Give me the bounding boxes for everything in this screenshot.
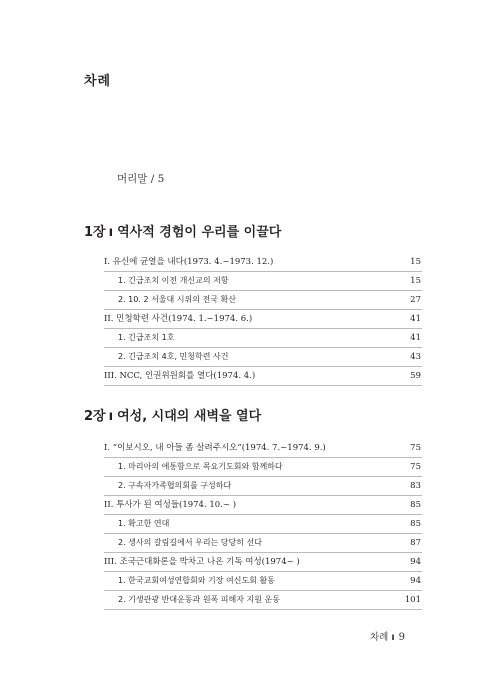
chapter-heading-1 [84, 221, 281, 240]
toc-entry[interactable] [104, 367, 422, 386]
toc-entry-page: 101 [404, 595, 421, 605]
chapter-separator: ı [108, 225, 114, 240]
toc-entry-label: III. 조국근대화론을 박차고 나온 기독 여성(1974~ ) [104, 557, 300, 567]
chapter-separator: ı [108, 409, 114, 424]
toc-entry-page: 41 [410, 314, 421, 324]
toc-entry-page: 75 [410, 462, 421, 472]
toc-entry-label: II. 민청학련 사건(1974. 1.~1974. 6.) [104, 314, 253, 324]
toc-entry[interactable] [104, 534, 422, 553]
footer-separator: ı [391, 632, 395, 643]
chapter-number: 2장 [84, 409, 106, 424]
toc-entry-label: 2. 기생관광 반대운동과 원폭 피해자 지원 운동 [118, 595, 280, 604]
toc-entry-label: 2. 구속자가족협의회를 구성하다 [118, 481, 232, 490]
toc-entry-label: 1. 마리아의 애통함으로 목요기도회와 함께하다 [118, 462, 283, 471]
toc-entry[interactable] [104, 496, 422, 515]
toc-entry[interactable] [104, 439, 422, 458]
toc-entry-page: 94 [410, 557, 421, 567]
toc-entry[interactable] [104, 458, 422, 477]
toc-entry-label: 1. 긴급조치 이전 개신교의 저항 [118, 276, 229, 285]
toc-entry-label: 1. 한국교회여성연합회와 기장 여신도회 활동 [118, 576, 275, 585]
toc-entry-page: 83 [410, 481, 421, 491]
chapter-heading-2 [84, 405, 261, 424]
toc-entry[interactable] [104, 272, 422, 291]
chapter-number: 1장 [84, 225, 106, 240]
toc-entry-label: 2. 10. 2 서울대 시위의 전국 확산 [118, 295, 236, 304]
toc-entry-page: 15 [410, 257, 421, 267]
toc-entry[interactable] [104, 477, 422, 496]
toc-entry-page: 41 [410, 333, 421, 343]
chapter-title: 여성, 시대의 새벽을 열다 [117, 409, 262, 424]
toc-list-chapter-1 [104, 253, 422, 386]
toc-entry-page: 59 [410, 371, 421, 381]
toc-entry[interactable] [104, 310, 422, 329]
toc-entry-page: 94 [410, 576, 421, 586]
toc-entry[interactable] [104, 572, 422, 591]
toc-entry[interactable] [104, 291, 422, 310]
toc-entry[interactable] [104, 515, 422, 534]
page-footer [370, 629, 405, 643]
toc-entry-page: 27 [410, 295, 421, 305]
toc-entry-page: 87 [410, 538, 421, 548]
chapter-title: 역사적 경험이 우리를 이끌다 [117, 225, 282, 240]
toc-entry[interactable] [104, 329, 422, 348]
toc-list-chapter-2 [104, 439, 422, 610]
page-number: 9 [398, 632, 405, 643]
toc-entry-page: 43 [410, 352, 421, 362]
toc-entry-label: III. NCC, 인권위원회를 열다(1974. 4.) [104, 371, 256, 381]
footer-label: 차례 [370, 632, 389, 643]
toc-entry[interactable] [104, 553, 422, 572]
toc-entry-label: 2. 생사의 갈림길에서 우리는 당당히 선다 [118, 538, 262, 547]
toc-entry-label: 2. 긴급조치 4호, 민청학련 사건 [118, 352, 229, 361]
page-title: 차례 [84, 74, 112, 89]
toc-entry-page: 85 [410, 500, 421, 510]
toc-entry-label: 1. 긴급조치 1호 [118, 333, 175, 342]
toc-entry-label: 1. 확고한 연대 [118, 519, 170, 528]
toc-entry[interactable] [104, 253, 422, 272]
preface-entry[interactable]: 머리말 / 5 [117, 173, 165, 185]
toc-entry[interactable] [104, 348, 422, 367]
toc-entry-label: I. 유신에 균열을 내다(1973. 4.~1973. 12.) [104, 257, 274, 267]
toc-entry-page: 15 [410, 276, 421, 286]
toc-entry-label: II. 투사가 된 여성들(1974. 10.~ ) [104, 500, 237, 510]
toc-entry[interactable] [104, 591, 422, 610]
toc-entry-label: I. “이보시오, 내 아들 좀 살려주시오”(1974. 7.~1974. 9.) [104, 443, 326, 453]
toc-entry-page: 75 [410, 443, 421, 453]
toc-entry-page: 85 [410, 519, 421, 529]
